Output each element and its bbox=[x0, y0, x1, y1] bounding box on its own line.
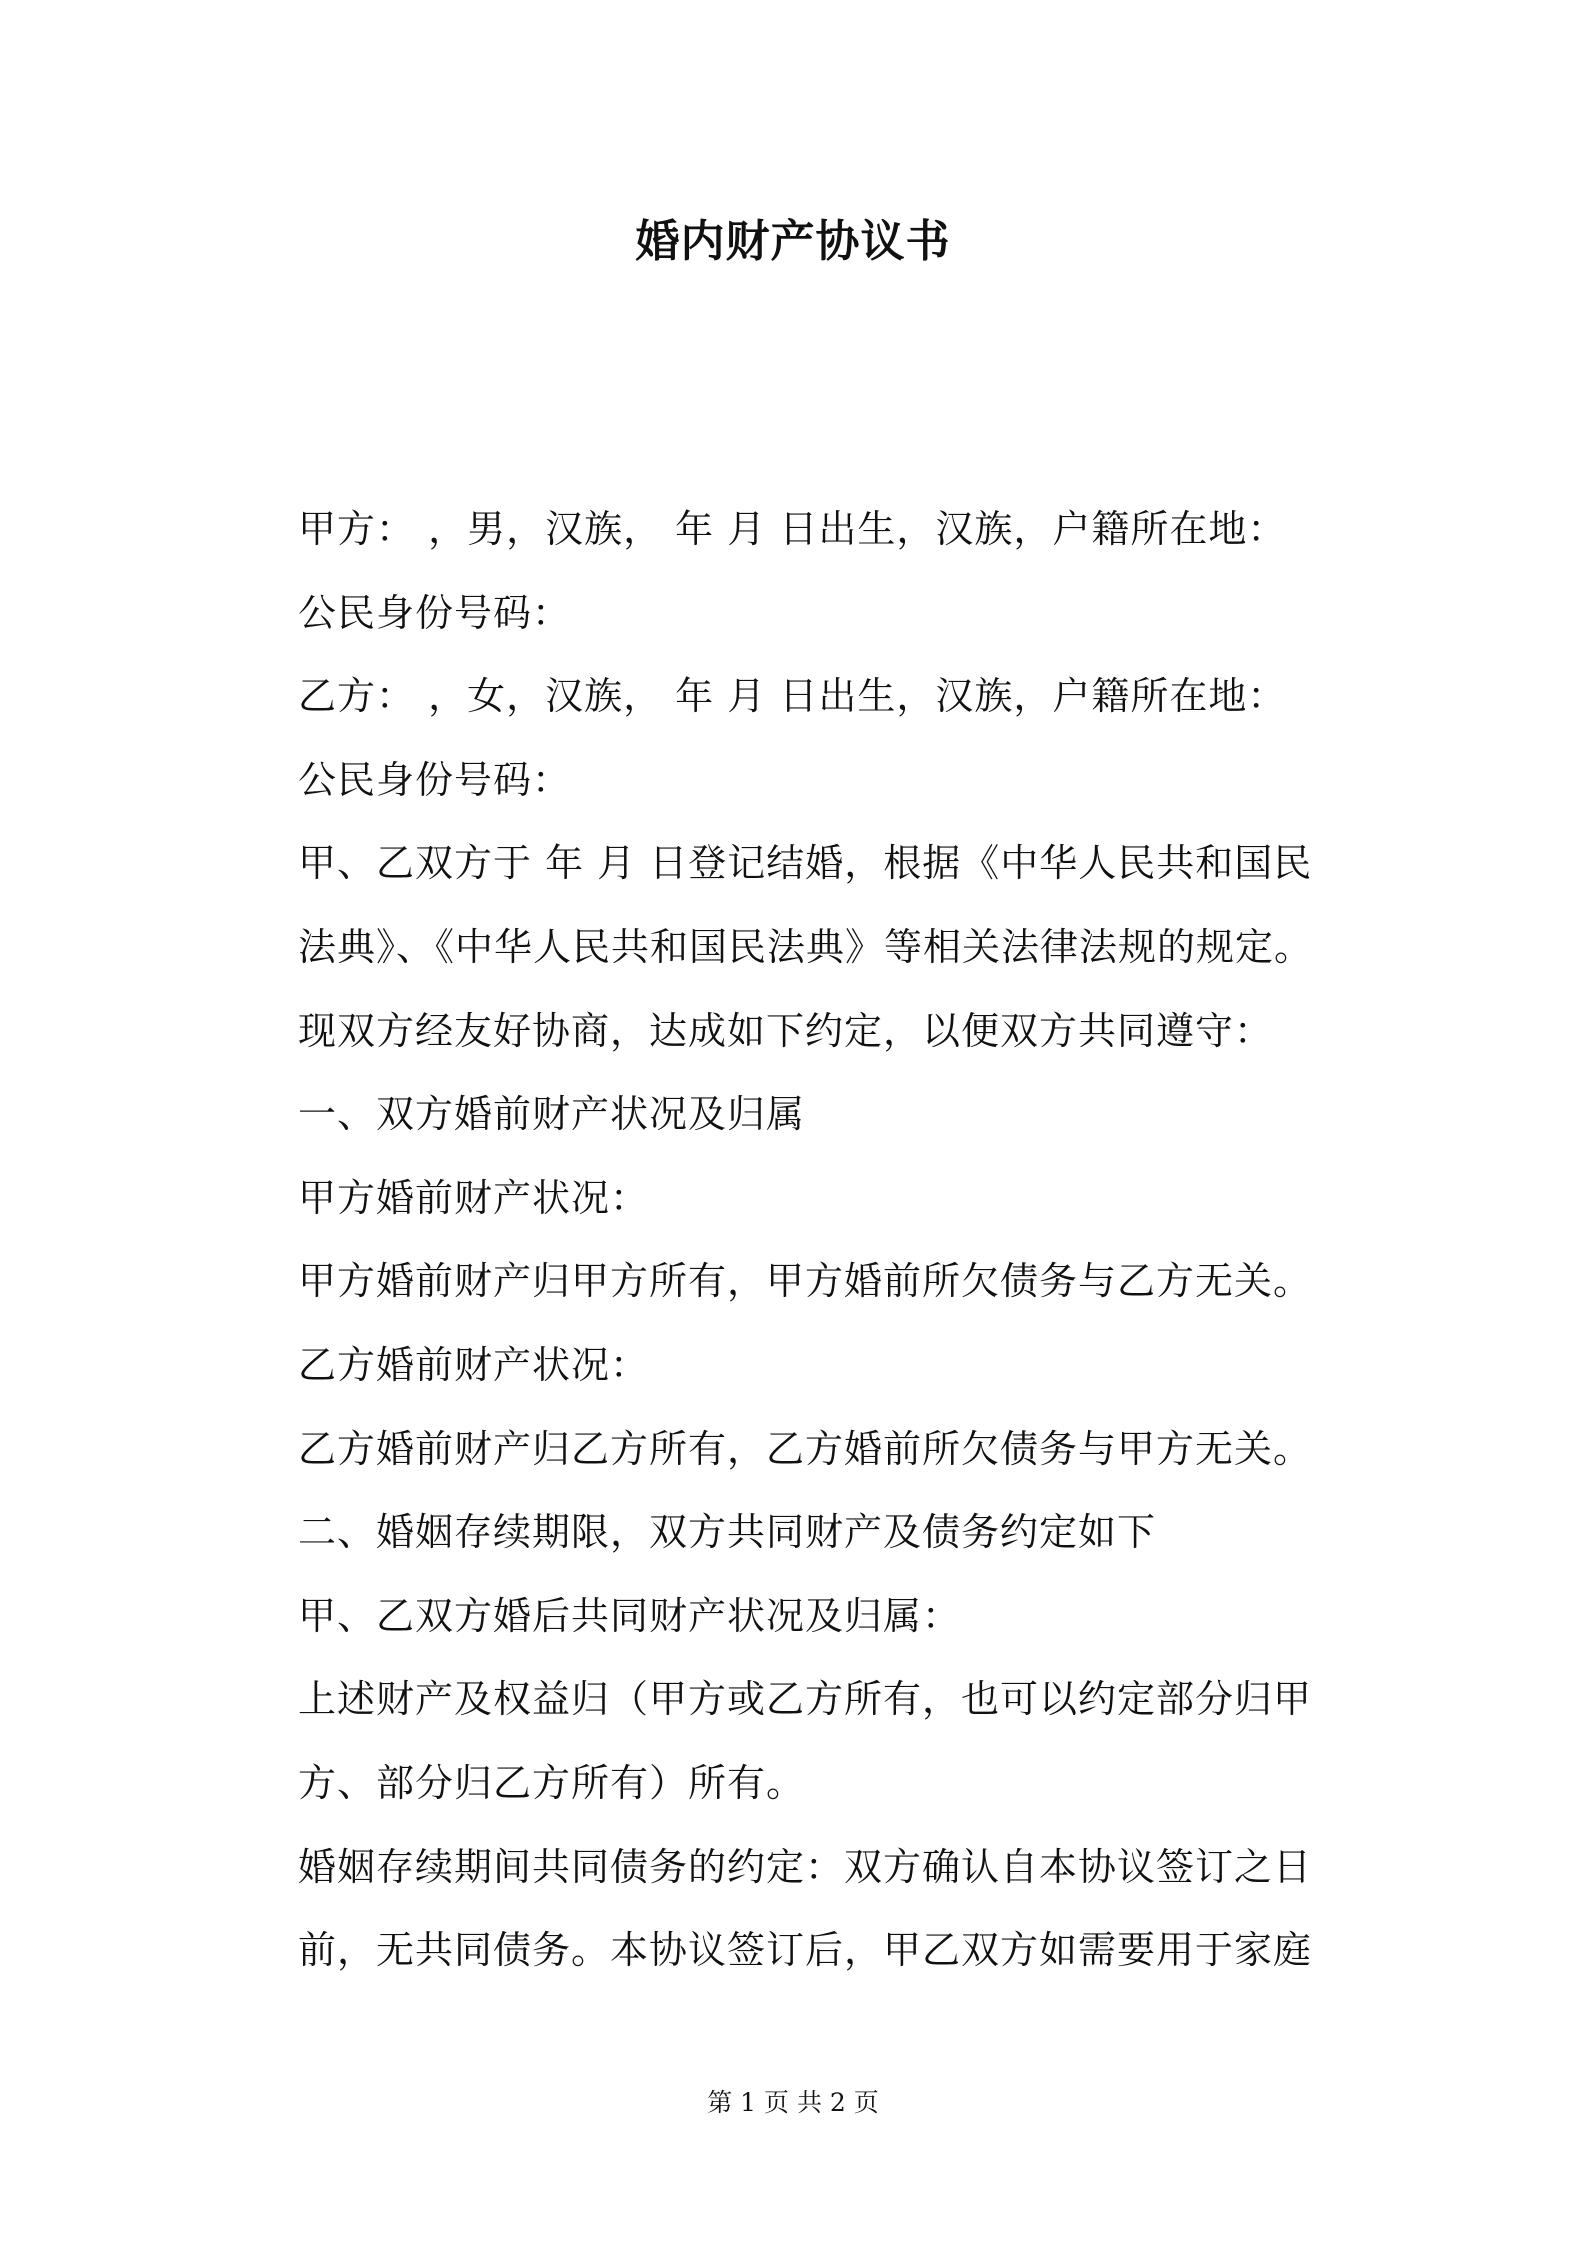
document-title: 婚内财产协议书 bbox=[635, 216, 951, 267]
section-heading: 二、婚姻存续期限，双方共同财产及债务约定如下 bbox=[298, 1510, 1157, 1555]
body-line: 甲、乙双方于 年 月 日登记结婚，根据《中华人民共和国民 bbox=[298, 841, 1313, 886]
body-line: 甲方： ，男，汉族， 年 月 日出生，汉族，户籍所在地： bbox=[298, 507, 1287, 551]
body-line: 甲方婚前财产归甲方所有，甲方婚前所欠债务与乙方无关。 bbox=[298, 1259, 1313, 1304]
body-line: 公民身份号码： bbox=[298, 590, 572, 635]
body-line: 前，无共同债务。本协议签订后，甲乙双方如需要用于家庭 bbox=[298, 1928, 1313, 1973]
body-line: 法典》、《中华人民共和国民法典》等相关法律法规的规定。 bbox=[298, 924, 1314, 969]
page-footer bbox=[0, 2086, 1586, 2120]
body-line: 方、部分归乙方所有）所有。 bbox=[298, 1760, 806, 1805]
body-line: 上述财产及权益归（甲方或乙方所有，也可以约定部分归甲 bbox=[298, 1677, 1313, 1722]
body-line: 甲方婚前财产状况： bbox=[298, 1175, 650, 1220]
total-page-count: 2 bbox=[829, 2088, 846, 2117]
section-heading: 一、双方婚前财产状况及归属 bbox=[298, 1092, 806, 1137]
body-line: 甲、乙双方婚后共同财产状况及归属： bbox=[298, 1593, 962, 1638]
body-line: 乙方婚前财产状况： bbox=[298, 1342, 650, 1387]
body-line: 公民身份号码： bbox=[298, 757, 572, 802]
footer-suffix: 页 bbox=[853, 2088, 879, 2117]
body-line: 婚姻存续期间共同债务的约定：双方确认自本协议签订之日 bbox=[298, 1844, 1313, 1889]
current-page-number: 1 bbox=[740, 2088, 757, 2117]
footer-middle: 页 共 bbox=[764, 2088, 822, 2117]
agreement-body bbox=[298, 488, 1358, 1993]
body-line: 现双方经友好协商，达成如下约定，以便双方共同遵守： bbox=[298, 1008, 1274, 1053]
body-line: 乙方： ，女，汉族， 年 月 日出生，汉族，户籍所在地： bbox=[298, 674, 1287, 719]
footer-prefix: 第 bbox=[707, 2088, 733, 2117]
body-line: 乙方婚前财产归乙方所有，乙方婚前所欠债务与甲方无关。 bbox=[298, 1426, 1313, 1471]
